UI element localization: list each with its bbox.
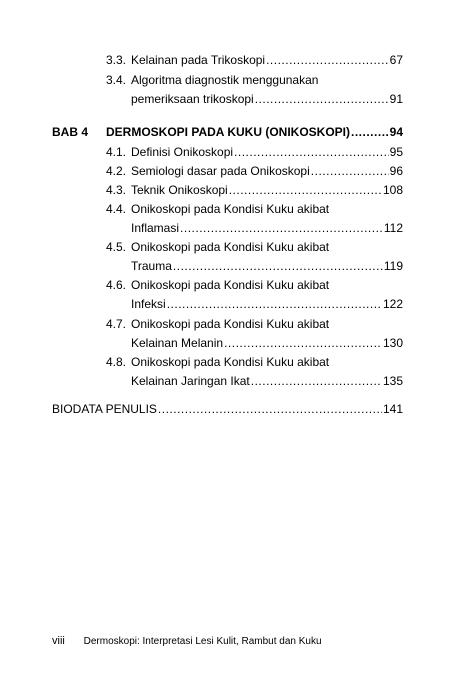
- toc-title: pemeriksaan trikoskopi: [131, 92, 254, 106]
- toc-page: 91: [389, 92, 403, 106]
- toc-number: 3.3.: [106, 53, 127, 67]
- dot-leader: [158, 402, 382, 417]
- toc-entry[interactable]: [131, 297, 403, 312]
- toc-number: 4.1.: [106, 145, 127, 159]
- dot-leader: [266, 53, 389, 68]
- toc-page: 119: [383, 259, 403, 273]
- toc-page: 108: [382, 183, 403, 197]
- dot-leader: [167, 297, 382, 312]
- toc-entry[interactable]: [131, 336, 403, 351]
- toc-title: Semiologi dasar pada Onikoskopi: [131, 164, 310, 178]
- chapter-title: DERMOSKOPI PADA KUKU (ONIKOSKOPI): [106, 125, 351, 139]
- dot-leader: [255, 92, 389, 107]
- dot-leader: [173, 259, 383, 274]
- toc-entry[interactable]: [131, 53, 403, 68]
- toc-title: Trauma: [131, 259, 172, 273]
- dot-leader: [234, 145, 389, 160]
- toc-number: 4.4.: [106, 202, 127, 216]
- toc-number: 4.5.: [106, 240, 127, 254]
- dot-leader: [351, 125, 389, 140]
- toc-number: 4.8.: [106, 355, 127, 369]
- toc-title-line1: Onikoskopi pada Kondisi Kuku akibat: [131, 317, 330, 331]
- dot-leader: [224, 336, 382, 351]
- toc-entry[interactable]: [131, 221, 403, 236]
- toc-title: Teknik Onikoskopi: [131, 183, 228, 197]
- toc-entry[interactable]: [131, 259, 403, 274]
- toc-title-line1: Onikoskopi pada Kondisi Kuku akibat: [131, 240, 330, 254]
- toc-number: 4.3.: [106, 183, 127, 197]
- toc-number: 4.6.: [106, 278, 127, 292]
- toc-page: 94: [389, 125, 403, 139]
- dot-leader: [311, 164, 389, 179]
- toc-title-line1: Onikoskopi pada Kondisi Kuku akibat: [131, 278, 330, 292]
- toc-title: Inflamasi: [131, 221, 180, 235]
- chapter-number: BAB 4: [52, 125, 89, 139]
- toc-page: 95: [389, 145, 403, 159]
- toc-number: 4.7.: [106, 317, 127, 331]
- toc-page: 96: [389, 164, 403, 178]
- toc-entry[interactable]: [131, 183, 403, 198]
- toc-number: 4.2.: [106, 164, 127, 178]
- toc-title: Kelainan Jaringan Ikat: [131, 374, 250, 388]
- toc-entry-biodata[interactable]: [52, 402, 403, 417]
- toc-page: 122: [382, 297, 403, 311]
- toc-entry[interactable]: [131, 164, 403, 179]
- toc-title-line1: Onikoskopi pada Kondisi Kuku akibat: [131, 202, 330, 216]
- page-footer: [52, 634, 322, 649]
- toc-title: Infeksi: [131, 297, 166, 311]
- toc-page: 112: [383, 221, 403, 235]
- toc-entry[interactable]: [131, 92, 403, 107]
- toc-page: 67: [389, 53, 403, 67]
- toc-number: 3.4.: [106, 73, 127, 87]
- dot-leader: [251, 374, 382, 389]
- toc-title: Kelainan Melanin: [131, 336, 224, 350]
- toc-title-line1: Algoritma diagnostik menggunakan: [131, 73, 319, 87]
- toc-chapter-entry[interactable]: [106, 125, 403, 140]
- toc-title: Definisi Onikoskopi: [131, 145, 234, 159]
- toc-page: 135: [382, 374, 403, 388]
- toc-title-line1: Onikoskopi pada Kondisi Kuku akibat: [131, 355, 330, 369]
- dot-leader: [229, 183, 382, 198]
- toc-entry[interactable]: [131, 145, 403, 160]
- toc-title: BIODATA PENULIS: [52, 402, 157, 416]
- footer-page-number: viii: [52, 635, 65, 647]
- toc-title: Kelainan pada Trikoskopi: [131, 53, 266, 67]
- footer-book-title: Dermoskopi: Interpretasi Lesi Kulit, Rambut dan Kuku: [83, 636, 322, 647]
- dot-leader: [180, 221, 383, 236]
- toc-entry[interactable]: [131, 374, 403, 389]
- toc-page: 141: [382, 402, 403, 416]
- toc-page: 130: [382, 336, 403, 350]
